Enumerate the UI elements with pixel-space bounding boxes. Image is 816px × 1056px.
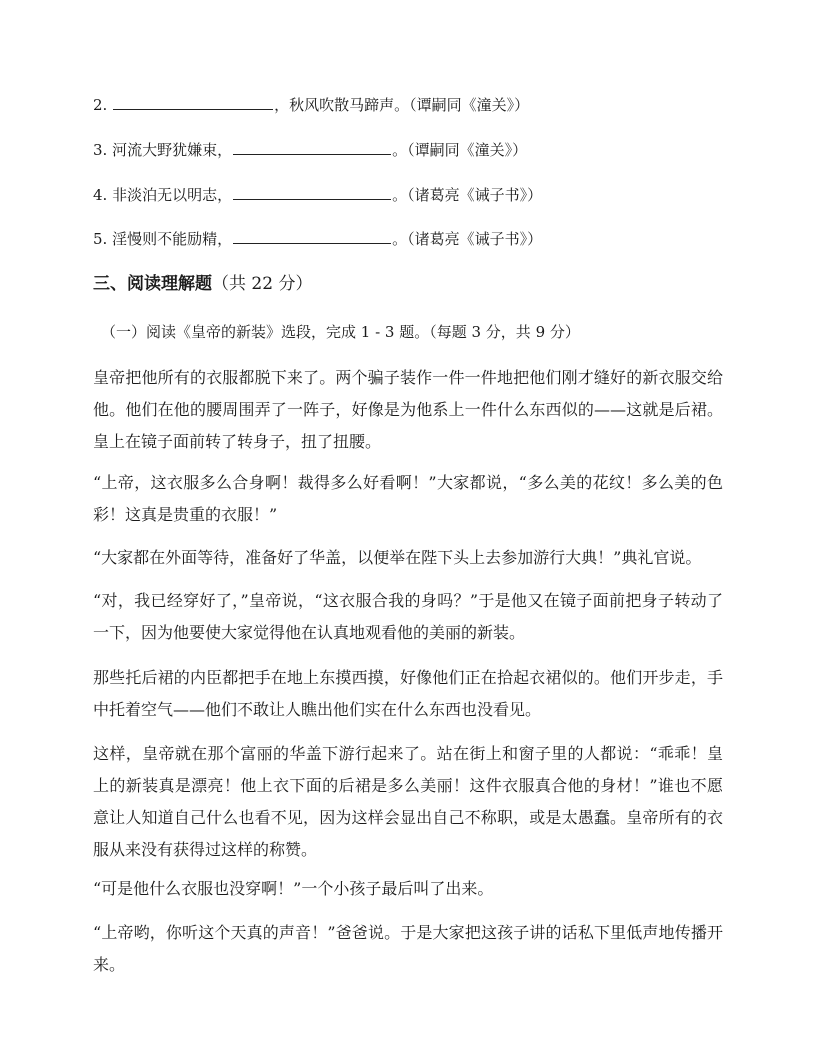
item-number: 5. bbox=[93, 230, 108, 248]
passage-paragraph: 那些托后裙的内臣都把手在地上东摸西摸，好像他们正在拾起衣裙似的。他们开步走，手中托着空气——他们不敢让人瞧出他们实在什么东西也没看见。 bbox=[93, 668, 723, 719]
passage-paragraph: 皇帝把他所有的衣服都脱下来了。两个骗子装作一件一件地把他们刚才缝好的新衣服交给他。他们在他的腰周围弄了一阵子，好像是为他系上一件什么东西似的——这就是后裙。皇上在镜子面前转了转身子，扭了扭腰。 bbox=[93, 368, 723, 451]
passage-paragraph: “对，我已经穿好了，”皇帝说，“这衣服合我的身吗？”于是他又在镜子面前把身子转动了一下，因为他要使大家觉得他在认真地观看他的美丽的新装。 bbox=[93, 591, 723, 642]
passage-paragraph: “大家都在外面等待，准备好了华盖，以便举在陛下头上去参加游行大典！”典礼官说。 bbox=[93, 548, 702, 567]
sub-section-instruction: （一）阅读《皇帝的新装》选段，完成 1 - 3 题。（每题 3 分，共 9 分） bbox=[101, 323, 580, 341]
item-text-after: ，秋风吹散马蹄声。（谭嗣同《潼关》） bbox=[274, 96, 530, 114]
item-text-after: 。（谭嗣同《潼关》） bbox=[392, 141, 528, 159]
answer-blank[interactable] bbox=[233, 229, 391, 244]
fill-item-2 bbox=[93, 95, 529, 115]
section-heading bbox=[93, 272, 312, 296]
fill-item-5 bbox=[93, 229, 542, 249]
item-text-before: 淫慢则不能励精， bbox=[112, 230, 233, 248]
fill-item-4 bbox=[93, 185, 542, 205]
item-number: 2. bbox=[93, 96, 108, 114]
item-text-before: 非淡泊无以明志， bbox=[112, 186, 233, 204]
section-title-text: 三、阅读理解题 bbox=[93, 274, 212, 294]
passage-paragraph: “上帝，这衣服多么合身啊！裁得多么好看啊！”大家都说，“多么美的花纹！多么美的色彩！这真是贵重的衣服！” bbox=[93, 473, 723, 524]
passage-paragraph: “可是他什么衣服也没穿啊！”一个小孩子最后叫了出来。 bbox=[93, 879, 494, 898]
section-score: （共 22 分） bbox=[212, 274, 313, 294]
answer-blank[interactable] bbox=[233, 140, 391, 155]
item-text-after: 。（诸葛亮《诫子书》） bbox=[392, 186, 543, 204]
item-text-before: 河流大野犹嫌束， bbox=[112, 141, 233, 159]
item-text-after: 。（诸葛亮《诫子书》） bbox=[392, 230, 543, 248]
answer-blank[interactable] bbox=[113, 95, 273, 110]
answer-blank[interactable] bbox=[233, 185, 391, 200]
passage-paragraph: 这样，皇帝就在那个富丽的华盖下游行起来了。站在街上和窗子里的人都说：“乖乖！皇上的新装真是漂亮！他上衣下面的后裙是多么美丽！这件衣服真合他的身材！”谁也不愿意让人知道自己什么也看不见，因为这样会显出自己不称职，或是太愚蠢。皇帝所有的衣服从来没有获得过这样的称赞。 bbox=[93, 744, 723, 859]
item-number: 3. bbox=[93, 141, 108, 159]
passage-paragraph: “上帝哟，你听这个天真的声音！”爸爸说。于是大家把这孩子讲的话私下里低声地传播开来。 bbox=[93, 923, 723, 974]
fill-item-3 bbox=[93, 140, 527, 160]
item-number: 4. bbox=[93, 186, 108, 204]
